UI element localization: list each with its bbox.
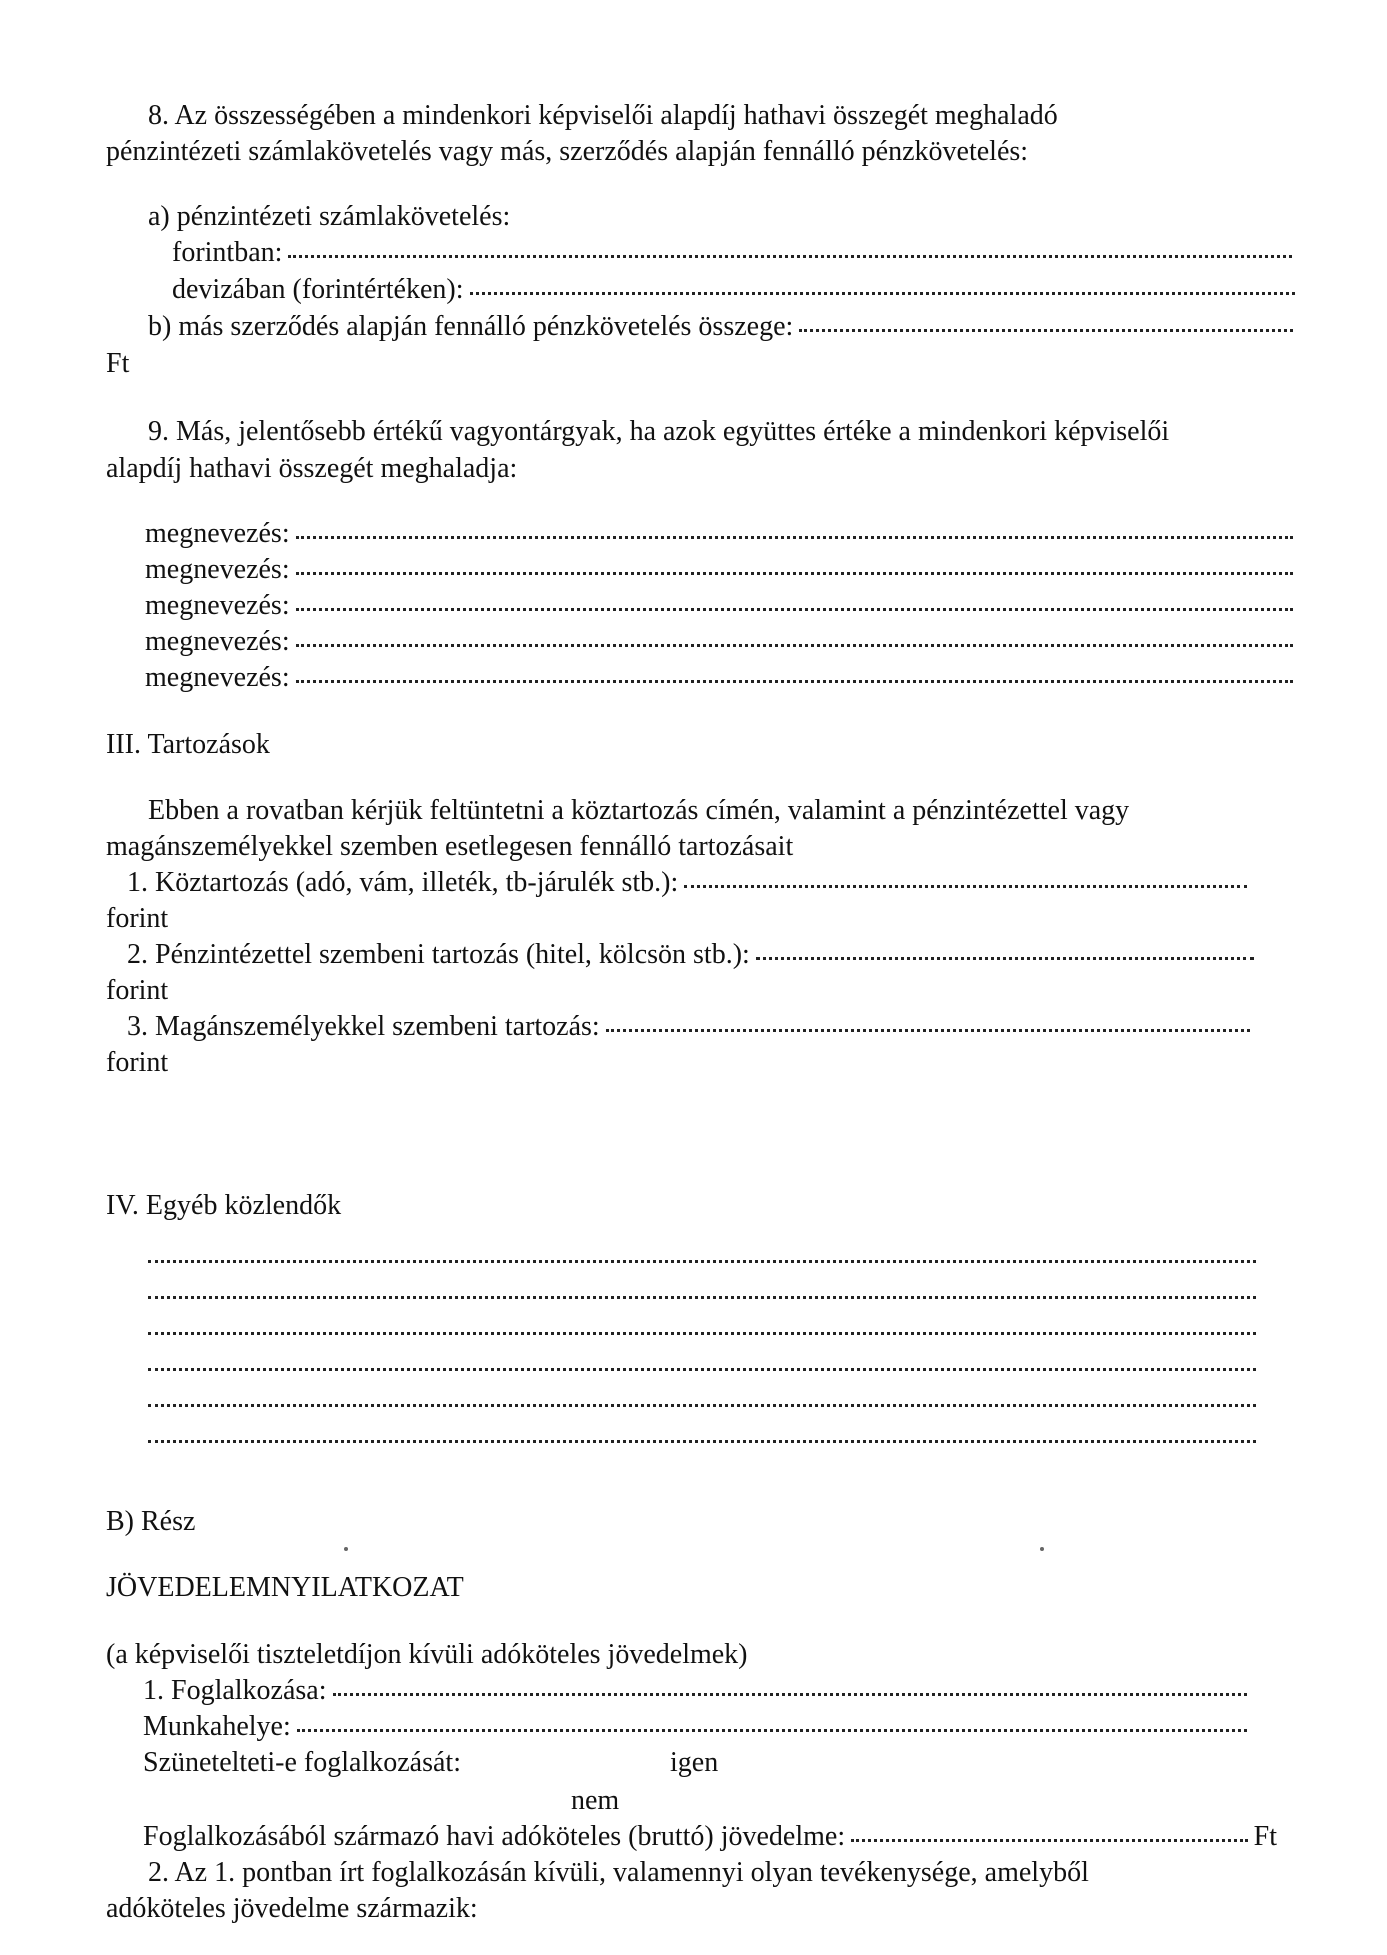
megnevezes-fill-line <box>296 564 1293 575</box>
igen-option[interactable]: igen <box>670 1747 719 1778</box>
megnevezes-field[interactable] <box>145 588 1293 624</box>
megnevezes-label: megnevezés: <box>145 554 290 585</box>
section9-line2: alapdíj hathavi összegét meghaladja: <box>106 453 518 484</box>
havi-jovedelem-unit: Ft <box>1253 1821 1277 1852</box>
maganszemely-tartozas-field[interactable] <box>127 1009 1250 1045</box>
egyeb-kozlendok-line[interactable] <box>148 1329 1256 1335</box>
megnevezes-fill-line <box>296 672 1293 683</box>
megnevezes-label: megnevezés: <box>145 662 290 693</box>
megnevezes-field[interactable] <box>145 516 1293 552</box>
nem-option[interactable]: nem <box>571 1785 620 1816</box>
penzintezeti-tartozas-field[interactable] <box>127 937 1254 973</box>
megnevezes-fill-line <box>296 600 1293 611</box>
devizaban-fill-line <box>470 284 1295 295</box>
munkahelye-field[interactable] <box>143 1709 1247 1745</box>
maganszemely-tartozas-label: 3. Magánszemélyekkel szembeni tartozás: <box>127 1011 600 1042</box>
penzintezeti-tartozas-fill-line <box>756 949 1254 960</box>
devizaban-label: devizában (forintértéken): <box>172 274 464 305</box>
egyeb-kozlendok-line[interactable] <box>148 1365 1256 1371</box>
devizaban-field[interactable] <box>172 272 1295 308</box>
b-osszege-field[interactable] <box>148 309 1293 345</box>
penzintezeti-tartozas-unit: forint <box>106 975 169 1006</box>
forintban-field[interactable] <box>172 235 1292 271</box>
megnevezes-label: megnevezés: <box>145 626 290 657</box>
jovedelemnyilatkozat-subtitle: (a képviselői tiszteletdíjon kívüli adóköteles jövedelmek) <box>106 1639 748 1670</box>
foglalkozasa-fill-line <box>333 1685 1247 1696</box>
maganszemely-tartozas-fill-line <box>606 1021 1250 1032</box>
section3-intro-line2: magánszemélyekkel szemben esetlegesen fennálló tartozásait <box>106 831 794 862</box>
havi-jovedelem-label: Foglalkozásából származó havi adóköteles (bruttó) jövedelme: <box>143 1821 846 1852</box>
scan-speck <box>344 1547 348 1551</box>
section9-line1: 9. Más, jelentősebb értékű vagyontárgyak, ha azok együttes értéke a mindenkori képviselői <box>148 416 1170 447</box>
partb-item2-line2: adóköteles jövedelme származik: <box>106 1893 478 1924</box>
forintban-fill-line <box>288 247 1292 258</box>
section4-heading: IV. Egyéb közlendők <box>106 1190 342 1221</box>
koztartozas-unit: forint <box>106 903 169 934</box>
forintban-label: forintban: <box>172 237 283 268</box>
jovedelemnyilatkozat-title: JÖVEDELEMNYILATKOZAT <box>106 1572 464 1603</box>
b-osszege-fill-line <box>799 321 1293 332</box>
foglalkozasa-label: 1. Foglalkozása: <box>143 1675 327 1706</box>
section8-ft-unit: Ft <box>106 348 130 379</box>
megnevezes-fill-line <box>296 528 1293 539</box>
section8-a-label: a) pénzintézeti számlakövetelés: <box>148 201 511 232</box>
egyeb-kozlendok-line[interactable] <box>148 1257 1256 1263</box>
partb-item2-line1: 2. Az 1. pontban írt foglalkozásán kívüli, valamennyi olyan tevékenysége, amelyből <box>148 1857 1089 1888</box>
megnevezes-field[interactable] <box>145 552 1293 588</box>
megnevezes-field[interactable] <box>145 660 1293 696</box>
foglalkozasa-field[interactable] <box>143 1673 1247 1709</box>
section3-intro-line1: Ebben a rovatban kérjük feltüntetni a köztartozás címén, valamint a pénzintézettel vagy <box>148 795 1130 826</box>
koztartozas-label: 1. Köztartozás (adó, vám, illeték, tb-járulék stb.): <box>127 867 679 898</box>
egyeb-kozlendok-line[interactable] <box>148 1437 1256 1443</box>
section3-heading: III. Tartozások <box>106 729 270 760</box>
megnevezes-field[interactable] <box>145 624 1293 660</box>
b-osszege-label: b) más szerződés alapján fennálló pénzkövetelés összege: <box>148 311 794 342</box>
section8-line2: pénzintézeti számlakövetelés vagy más, szerződés alapján fennálló pénzkövetelés: <box>106 136 1029 167</box>
penzintezeti-tartozas-label: 2. Pénzintézettel szembeni tartozás (hitel, kölcsön stb.): <box>127 939 750 970</box>
scan-speck <box>1040 1547 1044 1551</box>
szunetelteti-label: Szünetelteti-e foglalkozását: <box>143 1747 461 1778</box>
havi-jovedelem-field[interactable] <box>143 1819 1277 1855</box>
maganszemely-tartozas-unit: forint <box>106 1047 169 1078</box>
megnevezes-label: megnevezés: <box>145 518 290 549</box>
munkahelye-label: Munkahelye: <box>143 1711 291 1742</box>
egyeb-kozlendok-line[interactable] <box>148 1401 1256 1407</box>
megnevezes-fill-line <box>296 636 1293 647</box>
section8-line1: 8. Az összességében a mindenkori képviselői alapdíj hathavi összegét meghaladó <box>148 100 1058 131</box>
havi-jovedelem-fill-line <box>851 1831 1248 1842</box>
egyeb-kozlendok-line[interactable] <box>148 1293 1256 1299</box>
megnevezes-label: megnevezés: <box>145 590 290 621</box>
koztartozas-fill-line <box>684 877 1247 888</box>
part-b-heading: B) Rész <box>106 1506 196 1537</box>
munkahelye-fill-line <box>297 1721 1247 1732</box>
koztartozas-field[interactable] <box>127 865 1247 901</box>
